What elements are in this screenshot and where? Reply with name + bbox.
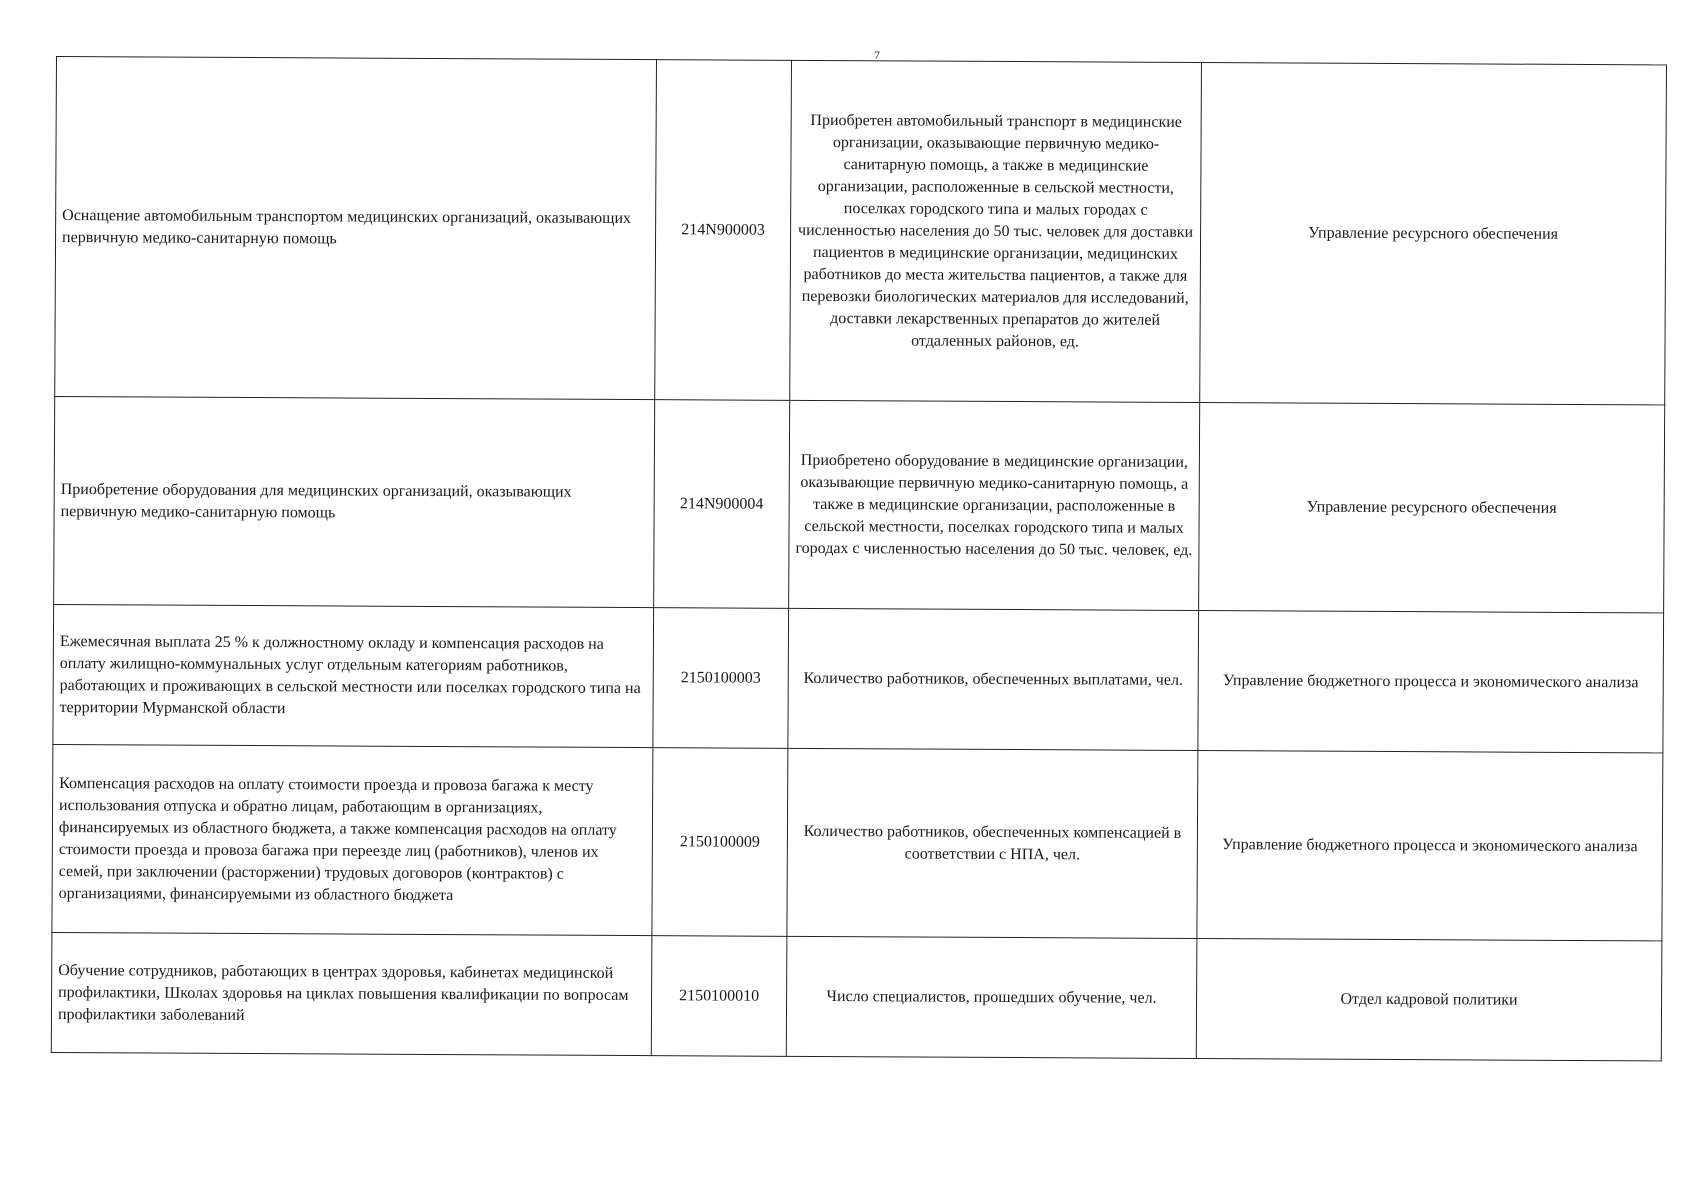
- responsible-cell: Управление ресурсного обеспечения: [1199, 402, 1665, 612]
- responsible-cell: Отдел кадровой политики: [1196, 938, 1662, 1060]
- responsible-cell: Управление бюджетного процесса и экономического анализа: [1197, 750, 1663, 940]
- indicator-cell: Число специалистов, прошедших обучение, чел.: [786, 936, 1197, 1058]
- table-row: [54, 396, 1665, 612]
- responsible-cell: Управление бюджетного процесса и экономического анализа: [1198, 610, 1664, 752]
- table-row: [55, 57, 1667, 405]
- budget-code-cell: 2150100009: [652, 748, 788, 937]
- responsible-cell: Управление ресурсного обеспечения: [1200, 62, 1667, 404]
- measure-name-cell: Оснащение автомобильным транспортом медицинских организаций, оказывающих первичную медико-санитарную помощь: [55, 57, 657, 400]
- budget-code-cell: 214N900004: [654, 400, 790, 609]
- indicator-cell: Количество работников, обеспеченных компенсацией в соответствии с НПА, чел.: [787, 748, 1198, 938]
- measure-name-cell: Ежемесячная выплата 25 % к должностному окладу и компенсация расходов на оплату жилищно-коммунальных услуг отдельным категориям работников, работающих и проживающих в сельской местности или поселках городского типа на территории Мурманской области: [53, 604, 654, 747]
- table-row: [52, 744, 1663, 940]
- table-row: [53, 604, 1664, 752]
- indicator-cell: Количество работников, обеспеченных выплатами, чел.: [788, 608, 1199, 750]
- document-sheet: [51, 56, 1666, 1061]
- measure-name-cell: Обучение сотрудников, работающих в центрах здоровья, кабинетах медицинской профилактики, Школах здоровья на циклах повышения квалификации по вопросам профилактики заболеваний: [51, 932, 652, 1055]
- budget-code-cell: 2150100010: [651, 936, 787, 1057]
- indicator-cell: Приобретено оборудование в медицинские организации, оказывающие первичную медико-санитарную помощь, а также в медицинские организации, расположенные в сельской местности, поселках городского типа и малых городах с численностью населения до 50 тыс. человек, ед.: [789, 400, 1200, 610]
- measure-name-cell: Компенсация расходов на оплату стоимости проезда и провоза багажа к месту использования отпуска и обратно лицам, работающим в организациях, финансируемых из областного бюджета, а также компенсация расходов на оплату стоимости проезда и провоза багажа при переезде лиц (работников), членов их семей, при заключении (расторжении) трудовых договоров (контрактов) с организациями, финансируемыми из областного бюджета: [52, 744, 653, 935]
- indicator-cell: Приобретен автомобильный транспорт в медицинские организации, оказывающие первичную медико-санитарную помощь, а также в медицинские организации, расположенные в сельской местности, поселках городского типа и малых городах с численностью населения до 50 тыс. человек для доставки пациентов в медицинские организации, медицинских работников до места жительства пациентов, а также для перевозки биологических материалов для исследований, доставки лекарственных препаратов до жителей отдаленных районов, ед.: [790, 60, 1202, 402]
- measures-table: [51, 56, 1667, 1061]
- budget-code-cell: 214N900003: [655, 60, 792, 401]
- table-row: [51, 932, 1662, 1060]
- page-number: 7: [874, 48, 880, 62]
- budget-code-cell: 2150100003: [653, 608, 789, 749]
- measure-name-cell: Приобретение оборудования для медицинских организаций, оказывающих первичную медико-санитарную помощь: [54, 396, 655, 607]
